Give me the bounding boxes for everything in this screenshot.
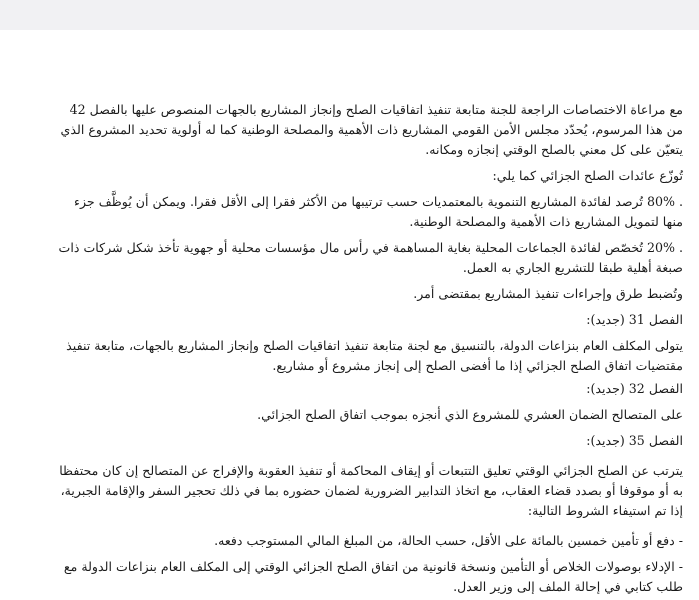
paragraph-intro: مع مراعاة الاختصاصات الراجعة للجنة متابعة تنفيذ اتفاقيات الصلح وإنجاز المشاريع بالجهات المنصوص عليها بالفصل 42 من هذا المرسوم، يُحدّد مجلس الأمن القومي المشاريع ذات الأهمية والمصلحة الوطنية كما له أولوية تحديد المشروع الذي يتعيّن على كل معني بالصلح الوقتي إنجازه ومكانه. xyxy=(60,102,683,157)
viewer-toolbar xyxy=(0,0,699,31)
article-35-heading: الفصل 35 (جديد): xyxy=(586,433,683,448)
article-32-text: على المتصالح الضمان العشري للمشروع الذي أنجزه بموجب اتفاق الصلح الجزائي. xyxy=(257,407,683,422)
paragraph-twenty-percent: . 20% تُخصّص لفائدة الجماعات المحلية بغاية المساهمة في رأس مال مؤسسات محلية أو جهوية تأخذ شكل شركات ذات صبغة أهلية طبقا للتشريع الجاري به العمل. xyxy=(58,240,683,275)
document-page xyxy=(0,30,699,600)
condition-payment: - دفع أو تأمين خمسين بالمائة على الأقل، حسب الحالة، من المبلغ المالي المستوجب دفعه. xyxy=(214,533,683,548)
paragraph-decree: وتُضبط طرق وإجراءات تنفيذ المشاريع بمقتضى أمر. xyxy=(413,286,683,301)
article-35-text: يترتب عن الصلح الجزائي الوقتي تعليق التتبعات أو إيقاف المحاكمة أو تنفيذ العقوبة والإفراج عن المتصالح إن كان محتفظا به أو موقوفا أو بصدد قضاء العقاب، مع اتخاذ التدابير الضرورية لضمان حضوره بما في ذلك تحجير السفر والإقامة الجبرية، إذا تم استيفاء الشروط التالية: xyxy=(59,463,683,518)
article-31-text: يتولى المكلف العام بنزاعات الدولة، بالتنسيق مع لجنة متابعة تنفيذ اتفاقيات الصلح وإنجاز المشاريع بالجهات، متابعة تنفيذ مقتضيات اتفاق الصلح الجزائي إذا ما أفضى الصلح إلى إنجاز مشروع أو مشاريع. xyxy=(66,338,683,373)
article-31-heading: الفصل 31 (جديد): xyxy=(586,312,683,327)
paragraph-revenue-distribution: تُوزّع عائدات الصلح الجزائي كما يلي: xyxy=(492,168,683,183)
article-32-heading: الفصل 32 (جديد): xyxy=(586,381,683,396)
paragraph-eighty-percent: . 80% تُرصد لفائدة المشاريع التنموية بالمعتمديات حسب ترتيبها من الأكثر فقرا إلى الأقل فقرا. ويمكن أن يُوظَّف جزء منها لتمويل المشاريع ذات الأهمية والمصلحة الوطنية. xyxy=(74,194,683,229)
document-body xyxy=(58,100,683,597)
condition-receipts: - الإدلاء بوصولات الخلاص أو التأمين ونسخة قانونية من اتفاق الصلح الجزائي الوقتي إلى المكلف العام بنزاعات الدولة مع طلب كتابي في إحالة الملف إلى وزير العدل. xyxy=(63,559,683,594)
